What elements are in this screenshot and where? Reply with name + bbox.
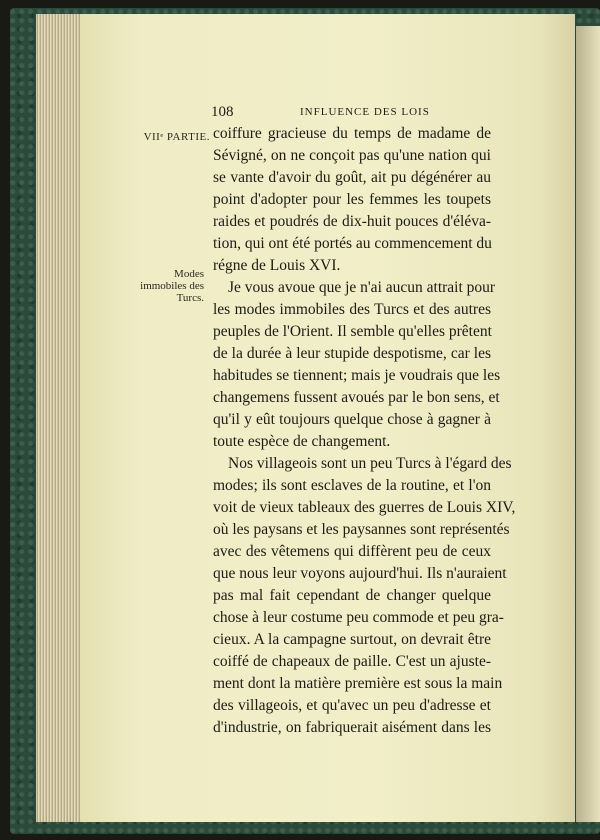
text-line: Sévigné, on ne conçoit pas qu'une nation qui [213, 147, 491, 164]
text-line: tion, qui ont été portés au commencement du [213, 235, 492, 252]
text-line: que nous leur voyons aujourd'hui. Ils n'auraient [213, 565, 507, 582]
margin-note-line: immobiles des [140, 280, 204, 292]
text-line: Nos villageois sont un peu Turcs à l'égard des [228, 455, 512, 472]
margin-note-line: Modes [174, 268, 204, 280]
margin-note-modes [120, 268, 204, 304]
text-line: habitudes se tiennent; mais je voudrais que les [213, 367, 501, 384]
text-line: se vante d'avoir du goût, ait pu dégénérer au [213, 169, 491, 186]
page-header [0, 104, 600, 122]
text-line: chose à leur costume peu commode et peu gra- [213, 609, 504, 626]
text-line: régne de Louis XVI. [213, 257, 341, 274]
text-line: peuples de l'Orient. Il semble qu'elles prêtent [213, 323, 492, 340]
text-line: voit de vieux tableaux des guerres de Louis XIV, [213, 499, 516, 516]
margin-note-part: VIIᵉ PARTIE. [143, 131, 210, 143]
text-line: coiffure gracieuse du temps de madame de [213, 125, 491, 142]
text-line: les modes immobiles des Turcs et des autres [213, 301, 491, 318]
text-line: toute espèce de changement. [213, 433, 391, 450]
text-line: qu'il y eût toujours quelque chose à gagner à [213, 411, 491, 428]
text-line: de la durée à leur stupide despotisme, car les [213, 345, 491, 362]
running-title: INFLUENCE DES LOIS [300, 106, 430, 118]
facing-page-edge [576, 26, 600, 822]
text-line: où les paysans et les paysannes sont représentés [213, 521, 510, 538]
page-number: 108 [211, 104, 234, 120]
text-line: modes; ils sont esclaves de la routine, et l'on [213, 477, 491, 494]
text-line: Je vous avoue que je n'ai aucun attrait pour [228, 279, 496, 296]
margin-note-line: Turcs. [176, 292, 204, 304]
text-line: changemens fussent avoués par le bon sens, et [213, 389, 500, 406]
page-edges [36, 14, 84, 822]
text-line: coiffé de chapeaux de paille. C'est un ajuste- [213, 653, 491, 670]
text-line: raides et poudrés de dix-huit pouces d'éléva- [213, 213, 491, 230]
text-line: cieux. A la campagne surtout, on devrait être [213, 631, 491, 648]
text-line: pas mal fait cependant de changer quelque [213, 587, 491, 604]
text-line: avec des vêtemens qui diffèrent peu de ceux [213, 543, 491, 560]
text-line: des villageois, et qu'avec un peu d'adresse et [213, 697, 491, 714]
text-line: point d'adopter pour les femmes les toupets [213, 191, 491, 208]
text-line: d'industrie, on fabriquerait aisément dans les [213, 719, 491, 736]
text-line: ment dont la matière première est sous la main [213, 675, 503, 692]
